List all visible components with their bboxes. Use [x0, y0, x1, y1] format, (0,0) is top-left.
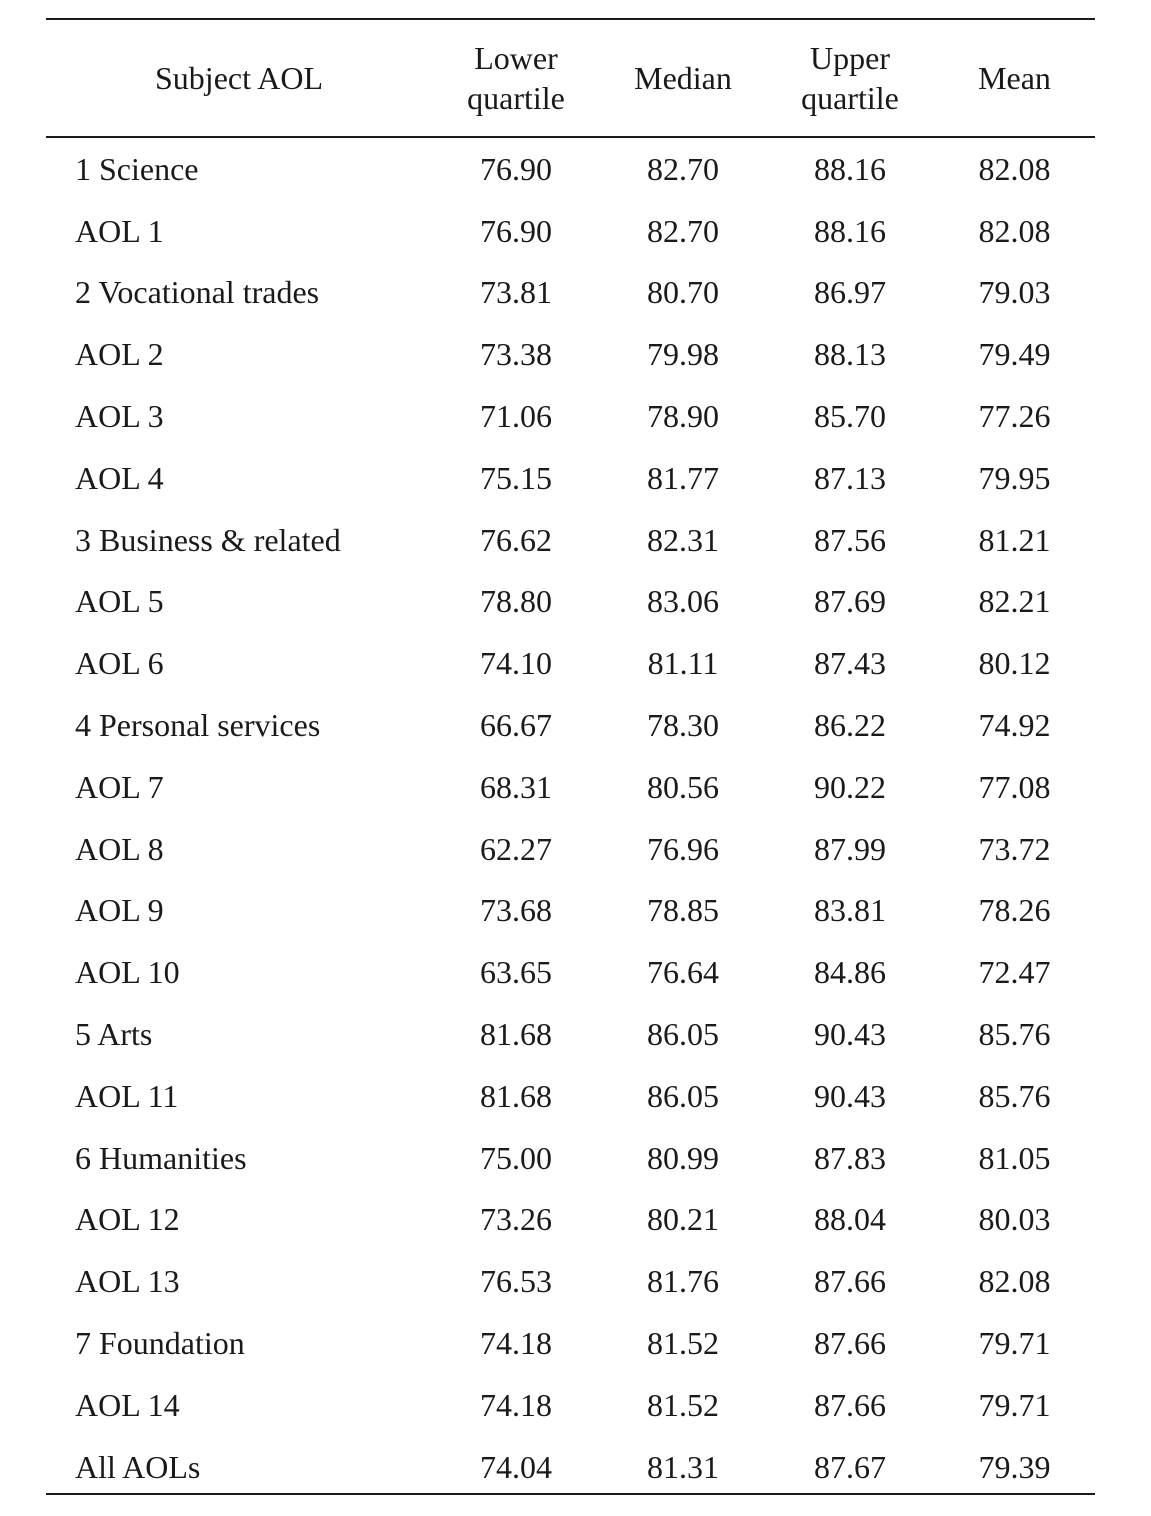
cell-median: 81.52 — [647, 1325, 719, 1362]
cell-mean: 82.08 — [978, 1263, 1051, 1300]
table-row — [46, 941, 1095, 1003]
header-median: Median — [634, 60, 732, 96]
cell-mean: 78.26 — [978, 892, 1051, 929]
cell-subject: AOL 11 — [75, 1077, 179, 1114]
cell-subject: AOL 14 — [75, 1386, 180, 1423]
cell-mean: 77.08 — [978, 768, 1051, 805]
cell-lower-quartile: 76.53 — [480, 1263, 552, 1300]
cell-subject: 5 Arts — [75, 1016, 153, 1053]
cell-subject: AOL 13 — [75, 1263, 180, 1300]
cell-median: 81.77 — [647, 459, 719, 496]
cell-mean: 80.03 — [978, 1201, 1051, 1238]
cell-median: 80.56 — [647, 768, 719, 805]
cell-lower-quartile: 73.81 — [480, 274, 552, 311]
cell-lower-quartile: 63.65 — [480, 954, 552, 991]
cell-mean: 80.12 — [978, 645, 1051, 682]
table-row — [46, 880, 1095, 942]
cell-median: 78.30 — [647, 707, 719, 744]
cell-mean: 85.76 — [978, 1016, 1051, 1053]
cell-upper-quartile: 84.86 — [814, 954, 886, 991]
cell-mean: 79.71 — [978, 1325, 1051, 1362]
table-row — [46, 571, 1095, 633]
cell-lower-quartile: 73.38 — [480, 336, 552, 373]
cell-upper-quartile: 88.04 — [814, 1201, 886, 1238]
cell-median: 76.96 — [647, 830, 719, 867]
cell-median: 79.98 — [647, 336, 719, 373]
cell-upper-quartile: 87.43 — [814, 645, 886, 682]
table-row — [46, 1436, 1095, 1498]
cell-subject: 4 Personal services — [75, 707, 321, 744]
cell-lower-quartile: 71.06 — [480, 398, 552, 435]
table-body — [46, 136, 1095, 1498]
cell-lower-quartile: 74.10 — [480, 645, 552, 682]
cell-subject: AOL 8 — [75, 830, 164, 867]
cell-lower-quartile: 74.04 — [480, 1448, 552, 1485]
cell-lower-quartile: 81.68 — [480, 1077, 552, 1114]
cell-upper-quartile: 88.16 — [814, 212, 886, 249]
cell-lower-quartile: 74.18 — [480, 1386, 552, 1423]
cell-median: 82.70 — [647, 212, 719, 249]
cell-lower-quartile: 74.18 — [480, 1325, 552, 1362]
table-row — [46, 694, 1095, 756]
table-row — [46, 818, 1095, 880]
header-upper-quartile — [766, 20, 934, 136]
cell-median: 76.64 — [647, 954, 719, 991]
cell-subject: AOL 9 — [75, 892, 164, 929]
header-subject-aol: Subject AOL — [155, 60, 323, 96]
cell-subject: AOL 1 — [75, 212, 164, 249]
cell-mean: 73.72 — [978, 830, 1051, 867]
table-header — [46, 20, 1095, 136]
cell-upper-quartile: 83.81 — [814, 892, 886, 929]
cell-mean: 77.26 — [978, 398, 1051, 435]
cell-median: 78.90 — [647, 398, 719, 435]
header-row — [46, 20, 1095, 136]
cell-upper-quartile: 87.99 — [814, 830, 886, 867]
cell-subject: 2 Vocational trades — [75, 274, 320, 311]
cell-mean: 81.21 — [978, 521, 1051, 558]
table-row — [46, 756, 1095, 818]
cell-median: 86.05 — [647, 1077, 719, 1114]
table-row — [46, 1127, 1095, 1189]
cell-median: 78.85 — [647, 892, 719, 929]
table-row — [46, 509, 1095, 571]
table-row — [46, 1003, 1095, 1065]
table-row — [46, 262, 1095, 324]
cell-mean: 82.08 — [978, 150, 1051, 187]
cell-subject: AOL 2 — [75, 336, 164, 373]
cell-mean: 82.08 — [978, 212, 1051, 249]
cell-median: 80.99 — [647, 1139, 719, 1176]
cell-mean: 79.71 — [978, 1386, 1051, 1423]
cell-lower-quartile: 76.90 — [480, 150, 552, 187]
cell-median: 82.70 — [647, 150, 719, 187]
cell-median: 83.06 — [647, 583, 719, 620]
table-row — [46, 447, 1095, 509]
cell-subject: AOL 3 — [75, 398, 164, 435]
table-row — [46, 1065, 1095, 1127]
cell-mean: 85.76 — [978, 1077, 1051, 1114]
cell-subject: All AOLs — [75, 1448, 201, 1485]
cell-median: 82.31 — [647, 521, 719, 558]
cell-mean: 79.49 — [978, 336, 1051, 373]
cell-mean: 74.92 — [978, 707, 1051, 744]
cell-upper-quartile: 87.56 — [814, 521, 886, 558]
cell-mean: 79.95 — [978, 459, 1051, 496]
cell-lower-quartile: 66.67 — [480, 707, 552, 744]
header-lower-quartile-label: Lower quartile — [467, 40, 565, 116]
cell-upper-quartile: 90.43 — [814, 1077, 886, 1114]
table-row — [46, 1374, 1095, 1436]
header-upper-quartile-label: Upper quartile — [801, 40, 899, 116]
cell-lower-quartile: 73.26 — [480, 1201, 552, 1238]
cell-subject: 3 Business & related — [75, 521, 341, 558]
table-row — [46, 136, 1095, 200]
header-lower-quartile — [432, 20, 600, 136]
cell-upper-quartile: 87.83 — [814, 1139, 886, 1176]
cell-subject: 6 Humanities — [75, 1139, 247, 1176]
cell-lower-quartile: 62.27 — [480, 830, 552, 867]
cell-subject: AOL 7 — [75, 768, 164, 805]
cell-subject: 1 Science — [75, 150, 199, 187]
cell-lower-quartile: 73.68 — [480, 892, 552, 929]
cell-mean: 81.05 — [978, 1139, 1051, 1176]
cell-upper-quartile: 87.69 — [814, 583, 886, 620]
header-mean: Mean — [978, 60, 1051, 96]
cell-lower-quartile: 76.62 — [480, 521, 552, 558]
cell-lower-quartile: 75.00 — [480, 1139, 552, 1176]
cell-median: 80.21 — [647, 1201, 719, 1238]
cell-upper-quartile: 88.16 — [814, 150, 886, 187]
cell-upper-quartile: 87.13 — [814, 459, 886, 496]
table-row — [46, 323, 1095, 385]
cell-median: 81.31 — [647, 1448, 719, 1485]
cell-upper-quartile: 87.66 — [814, 1263, 886, 1300]
table-row — [46, 1312, 1095, 1374]
cell-lower-quartile: 76.90 — [480, 212, 552, 249]
cell-upper-quartile: 86.97 — [814, 274, 886, 311]
table-row — [46, 200, 1095, 262]
cell-upper-quartile: 88.13 — [814, 336, 886, 373]
cell-mean: 72.47 — [978, 954, 1051, 991]
cell-lower-quartile: 78.80 — [480, 583, 552, 620]
cell-lower-quartile: 81.68 — [480, 1016, 552, 1053]
aol-statistics-table — [46, 20, 1095, 1498]
cell-subject: AOL 10 — [75, 954, 180, 991]
cell-median: 81.11 — [647, 645, 719, 682]
cell-upper-quartile: 90.22 — [814, 768, 886, 805]
cell-mean: 82.21 — [978, 583, 1051, 620]
cell-median: 81.76 — [647, 1263, 719, 1300]
cell-subject: AOL 6 — [75, 645, 164, 682]
table-row — [46, 385, 1095, 447]
table-row — [46, 1250, 1095, 1312]
table-row — [46, 632, 1095, 694]
cell-upper-quartile: 87.67 — [814, 1448, 886, 1485]
cell-subject: AOL 5 — [75, 583, 164, 620]
cell-lower-quartile: 68.31 — [480, 768, 552, 805]
table-row — [46, 1189, 1095, 1251]
cell-upper-quartile: 85.70 — [814, 398, 886, 435]
cell-upper-quartile: 87.66 — [814, 1325, 886, 1362]
cell-mean: 79.03 — [978, 274, 1051, 311]
cell-lower-quartile: 75.15 — [480, 459, 552, 496]
cell-subject: AOL 12 — [75, 1201, 180, 1238]
cell-subject: 7 Foundation — [75, 1325, 245, 1362]
cell-upper-quartile: 90.43 — [814, 1016, 886, 1053]
cell-subject: AOL 4 — [75, 459, 164, 496]
cell-mean: 79.39 — [978, 1448, 1051, 1485]
cell-upper-quartile: 87.66 — [814, 1386, 886, 1423]
cell-median: 81.52 — [647, 1386, 719, 1423]
cell-median: 86.05 — [647, 1016, 719, 1053]
cell-median: 80.70 — [647, 274, 719, 311]
cell-upper-quartile: 86.22 — [814, 707, 886, 744]
